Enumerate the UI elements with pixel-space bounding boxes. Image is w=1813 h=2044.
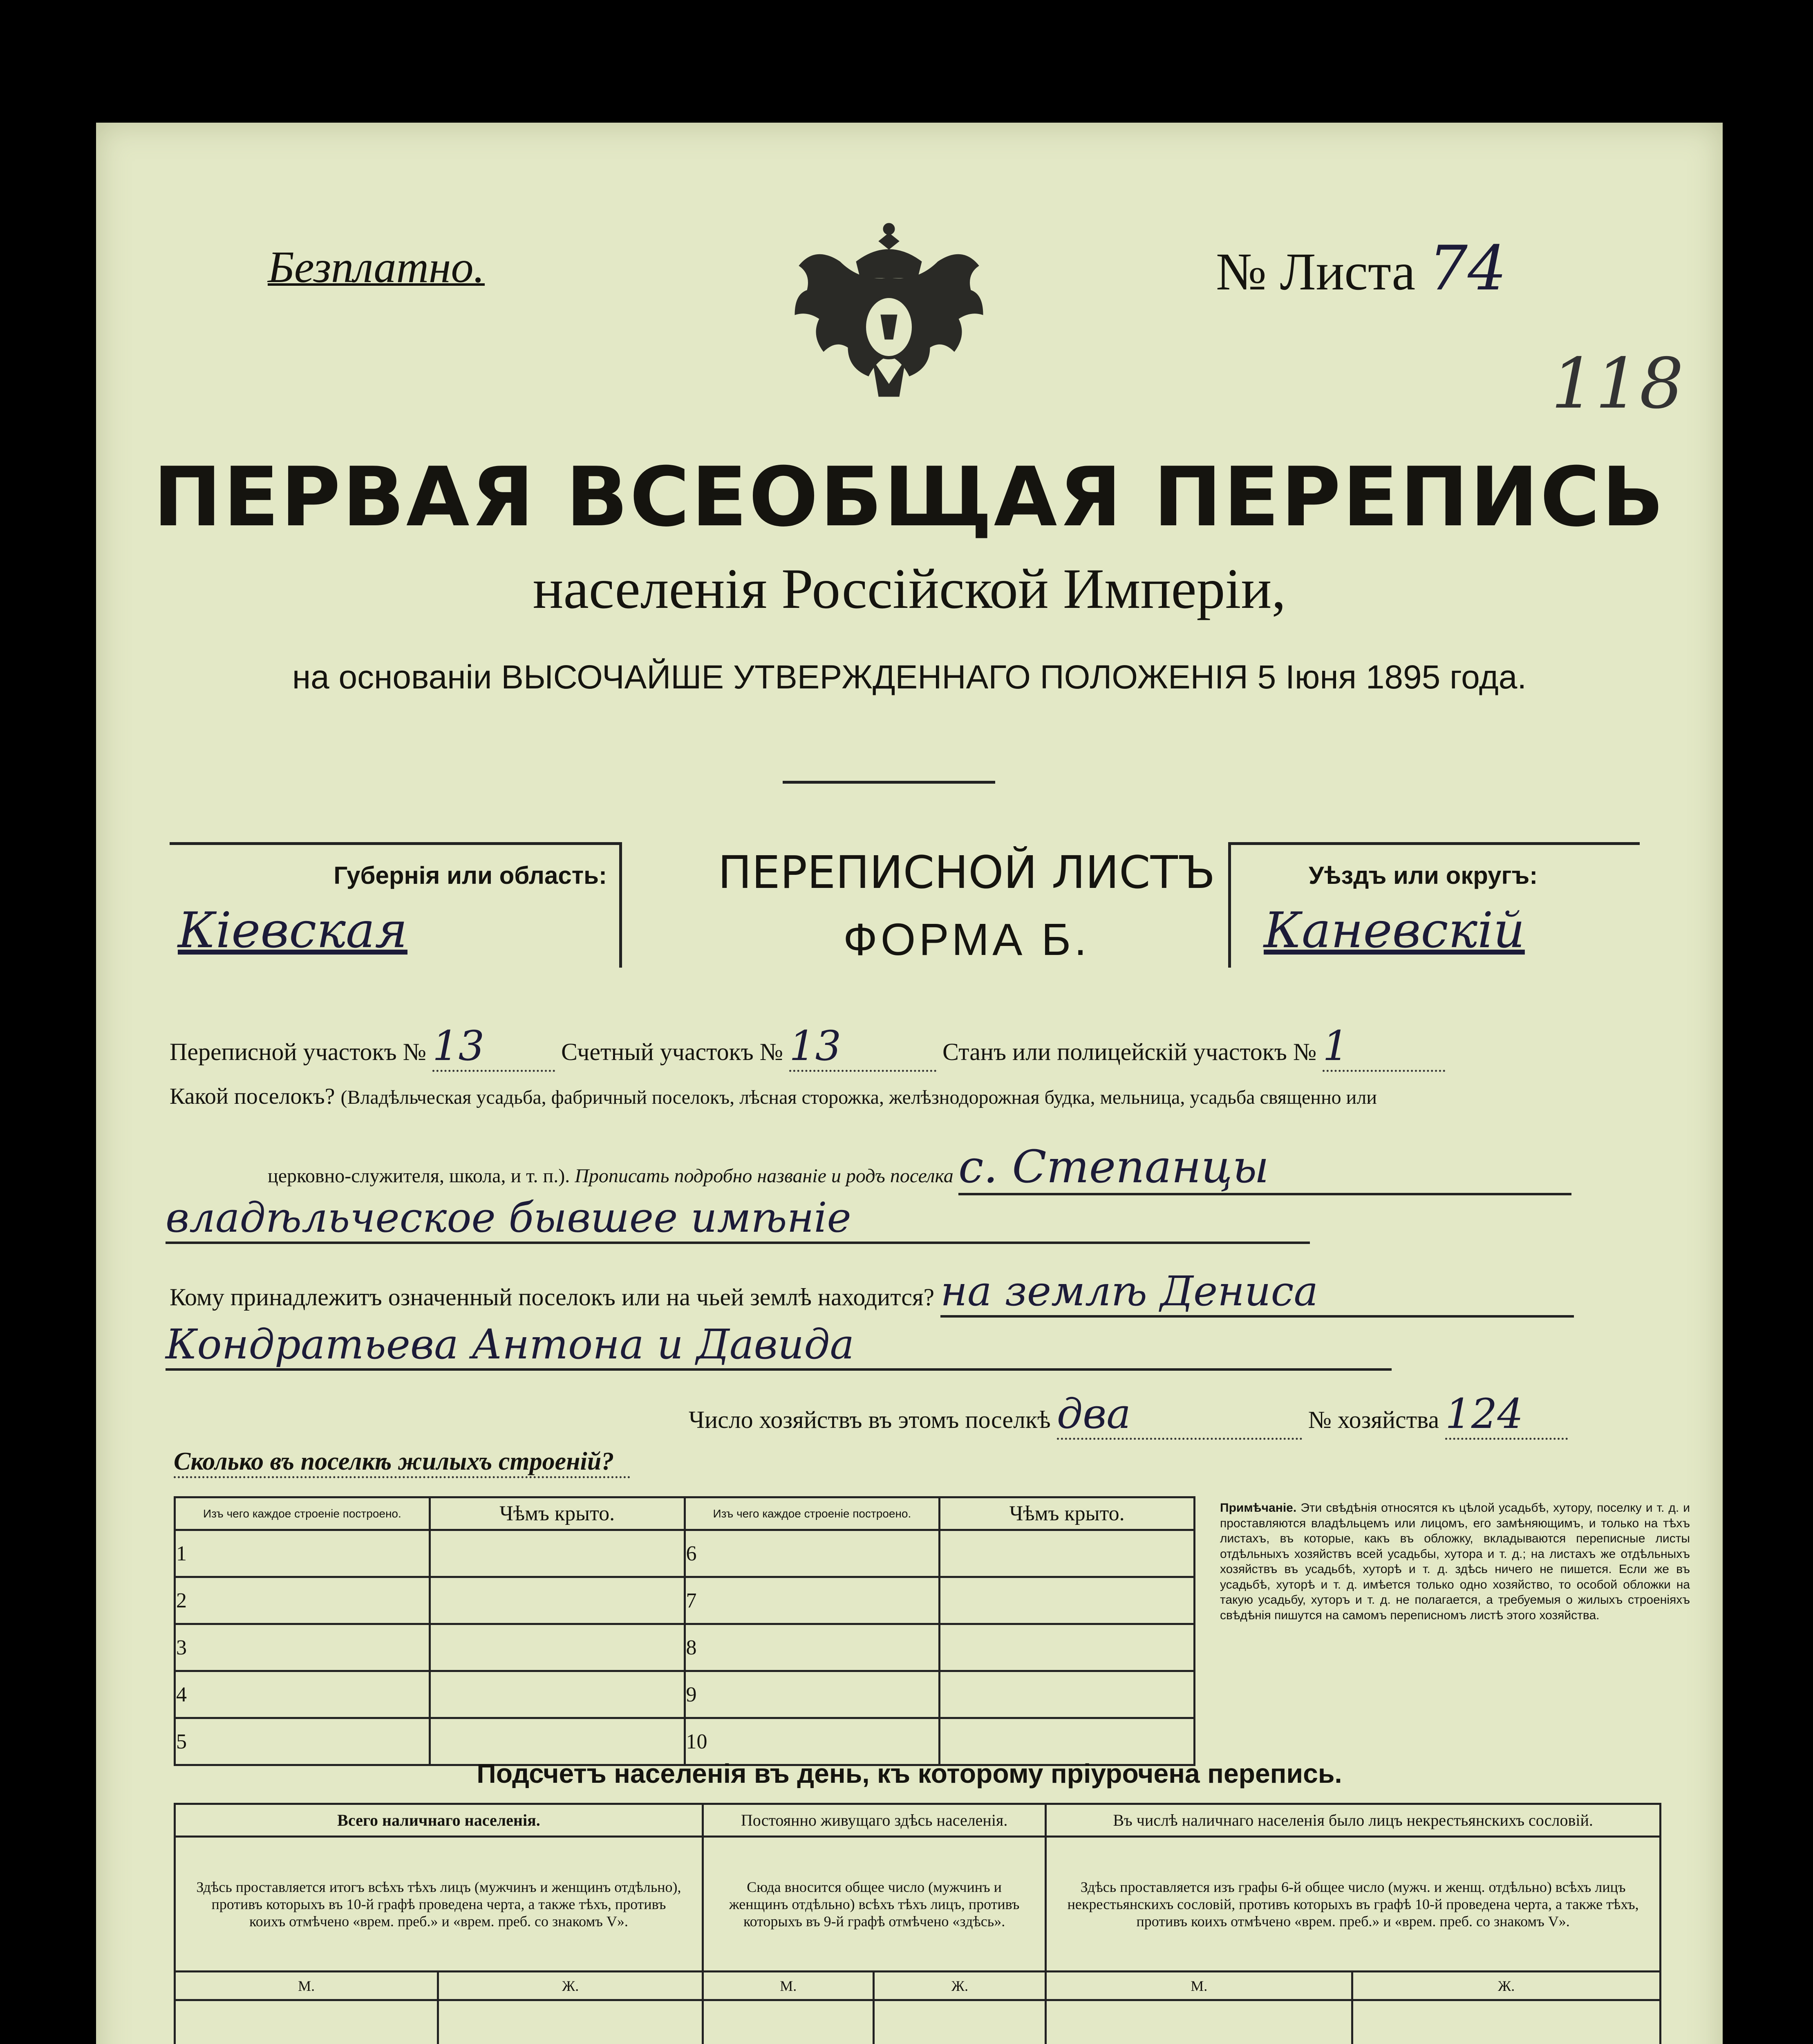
sheet-number-value: 74 bbox=[1428, 233, 1507, 304]
table-row[interactable]: 6 bbox=[685, 1530, 940, 1577]
perepis-uch-value[interactable]: 13 bbox=[432, 1022, 555, 1072]
col1-text: Здѣсь проставляется итогъ всѣхъ тѣхъ лицъ (мужчинъ и женщинъ отдѣльно), противъ которыхъ въ 10-й графѣ проведена черта, а также тѣхъ, противъ коихъ отмѣчено «врем. преб.» и «врем. преб. со знакомъ V». bbox=[175, 1837, 703, 1972]
stan-value[interactable]: 1 bbox=[1323, 1022, 1445, 1072]
buildings-table bbox=[174, 1496, 1195, 1766]
count-cell[interactable] bbox=[1352, 2000, 1661, 2044]
household-number-value[interactable]: 124 bbox=[1445, 1390, 1568, 1440]
divider bbox=[783, 781, 995, 784]
table-row[interactable]: 8 bbox=[685, 1624, 940, 1671]
form-title: ПЕРЕПИСНОЙ ЛИСТЪ bbox=[718, 846, 1215, 899]
col-roof: Чѣмъ крыто. bbox=[430, 1497, 685, 1530]
schet-uch-value[interactable]: 13 bbox=[789, 1022, 936, 1072]
poselok-row: Какой поселокъ? (Владѣльческая усадьба, фабричный поселокъ, лѣсная сторожка, желѣзнодорожная будка, мельница, усадьба священно или bbox=[170, 1084, 1377, 1109]
uezd-box bbox=[1228, 842, 1640, 968]
buildings-label: Сколько въ поселкѣ жилыхъ строеній? bbox=[174, 1447, 630, 1478]
page-subtitle: населенія Россійской Имперіи, bbox=[533, 557, 1286, 621]
households-value[interactable]: два bbox=[1057, 1390, 1302, 1440]
table-row[interactable]: 9 bbox=[685, 1671, 940, 1718]
guberniya-label: Губернія или область: bbox=[334, 862, 607, 889]
owner-row: Кому принадлежитъ означенный поселокъ или на чьей землѣ находится? на землѣ Дениса bbox=[170, 1267, 1574, 1318]
col-roof: Чѣмъ крыто. bbox=[940, 1497, 1195, 1530]
table-row[interactable]: 1 bbox=[175, 1530, 430, 1577]
table-row[interactable]: 2 bbox=[175, 1577, 430, 1624]
page-title: ПЕРВАЯ ВСЕОБЩАЯ ПЕРЕПИСЬ bbox=[153, 450, 1666, 545]
count-cell[interactable] bbox=[1046, 2000, 1352, 2044]
free-label: Безплатно. bbox=[268, 242, 485, 292]
count-title: Подсчетъ населенія въ день, къ которому пріурочена перепись. bbox=[477, 1758, 1342, 1788]
col-material: Изъ чего каждое строеніе построено. bbox=[175, 1497, 430, 1530]
guberniya-value[interactable]: Кіевская bbox=[178, 902, 407, 959]
count-cell[interactable] bbox=[175, 2000, 438, 2044]
table-row[interactable]: 10 bbox=[685, 1718, 940, 1765]
count-table: Всего наличнаго населенія. Постоянно живущаго здѣсь населенія. Въ числѣ наличнаго населенія было лицъ некрестьянскихъ сословій. Здѣсь проставляется итогъ всѣхъ тѣхъ лицъ (мужчинъ и женщинъ отдѣльно), противъ которыхъ въ 10-й графѣ проведена черта, а также тѣхъ, противъ коихъ отмѣчено «врем. преб.» и «врем. преб. со знакомъ V». Сюда вносится общее число (мужчинъ и женщинъ отдѣльно) всѣхъ тѣхъ лицъ, противъ которыхъ въ 9-й графѣ отмѣчено «здѣсь». Здѣсь проставляется изъ графы 6-й общее число (мужч. и женщ. отдѣльно) всѣхъ лицъ некрестьянскихъ сословій, противъ которыхъ въ графѣ 10-й проведена черта, а также тѣхъ, противъ коихъ отмѣчено «врем. преб.» и «врем. преб. со знакомъ V». М. Ж. М. Ж. М. Ж. bbox=[174, 1803, 1661, 2044]
poselok-value-1[interactable]: с. Степанцы bbox=[958, 1141, 1571, 1195]
imperial-eagle-emblem bbox=[783, 217, 995, 409]
table-row[interactable]: 3 bbox=[175, 1624, 430, 1671]
col-material: Изъ чего каждое строеніе построено. bbox=[685, 1497, 940, 1530]
households-row: Число хозяйствъ въ этомъ поселкѣ два № хозяйства 124 bbox=[689, 1390, 1568, 1440]
count-cell[interactable] bbox=[703, 2000, 874, 2044]
poselok-hint-row: церковно-служителя, школа, и т. п.). Прописать подробно названіе и родъ поселка с. Степанцы bbox=[268, 1141, 1571, 1195]
sheet-number-label: № Листа 74 bbox=[1216, 233, 1507, 304]
col3-text: Здѣсь проставляется изъ графы 6-й общее число (мужч. и женщ. отдѣльно) всѣхъ лицъ некрестьянскихъ сословій, противъ которыхъ въ графѣ 10-й проведена черта, а также тѣхъ, противъ коихъ отмѣчено «врем. преб.» и «врем. преб. со знакомъ V». bbox=[1046, 1837, 1661, 1972]
col1-head: Всего наличнаго населенія. bbox=[175, 1804, 703, 1837]
poselok-value-2[interactable]: владѣльческое бывшее имѣніе bbox=[166, 1194, 1310, 1244]
uezd-value[interactable]: Каневскій bbox=[1264, 902, 1525, 959]
owner-value-1[interactable]: на землѣ Дениса bbox=[940, 1267, 1574, 1318]
table-row[interactable]: 4 bbox=[175, 1671, 430, 1718]
guberniya-box bbox=[170, 842, 622, 968]
archive-number: 118 bbox=[1551, 343, 1684, 424]
col3-head: Въ числѣ наличнаго населенія было лицъ некрестьянскихъ сословій. bbox=[1046, 1804, 1661, 1837]
owner-value-2[interactable]: Кондратьева Антона и Давида bbox=[166, 1320, 1392, 1371]
count-cell[interactable] bbox=[438, 2000, 703, 2044]
census-form-sheet bbox=[96, 123, 1723, 2044]
form-type: ФОРМА Б. bbox=[843, 914, 1090, 965]
participation-row: Переписной участокъ № 13 Счетный участокъ № 13 Станъ или полицейскій участокъ № 1 bbox=[170, 1022, 1445, 1072]
uezd-label: Уѣздъ или округъ: bbox=[1309, 862, 1538, 889]
col2-head: Постоянно живущаго здѣсь населенія. bbox=[703, 1804, 1045, 1837]
table-row[interactable]: 5 bbox=[175, 1718, 430, 1765]
note: Примѣчаніе. Эти свѣдѣнія относятся къ цѣлой усадьбѣ, хутору, поселку и т. д. и проставляются владѣльцемъ или лицомъ, его замѣняющимъ, и только на тѣхъ листахъ, въ которые, какъ въ обложку, вкладываются переписные листы отдѣльныхъ хозяйствъ всей усадьбы, хутора и т. д.; на листахъ же отдѣльныхъ хозяйствъ въ усадьбѣ, хуторѣ и т. д. здѣсь ничего не пишется. Если же въ усадьбѣ, хуторѣ и т. д. имѣется только одно хозяйство, то особой обложки на такую усадьбу, хуторъ и т. д. не полагается, а требуемыя о жилыхъ строеніяхъ свѣдѣнія пишутся на самомъ переписномъ листѣ этого хозяйства. bbox=[1220, 1501, 1690, 1622]
count-cell[interactable] bbox=[874, 2000, 1046, 2044]
table-row[interactable]: 7 bbox=[685, 1577, 940, 1624]
legal-basis: на основаніи ВЫСОЧАЙШЕ УТВЕРЖДЕННАГО ПОЛОЖЕНІЯ 5 Іюня 1895 года. bbox=[292, 659, 1527, 696]
col2-text: Сюда вносится общее число (мужчинъ и женщинъ отдѣльно) всѣхъ тѣхъ лицъ, противъ которыхъ въ 9-й графѣ отмѣчено «здѣсь». bbox=[703, 1837, 1045, 1972]
